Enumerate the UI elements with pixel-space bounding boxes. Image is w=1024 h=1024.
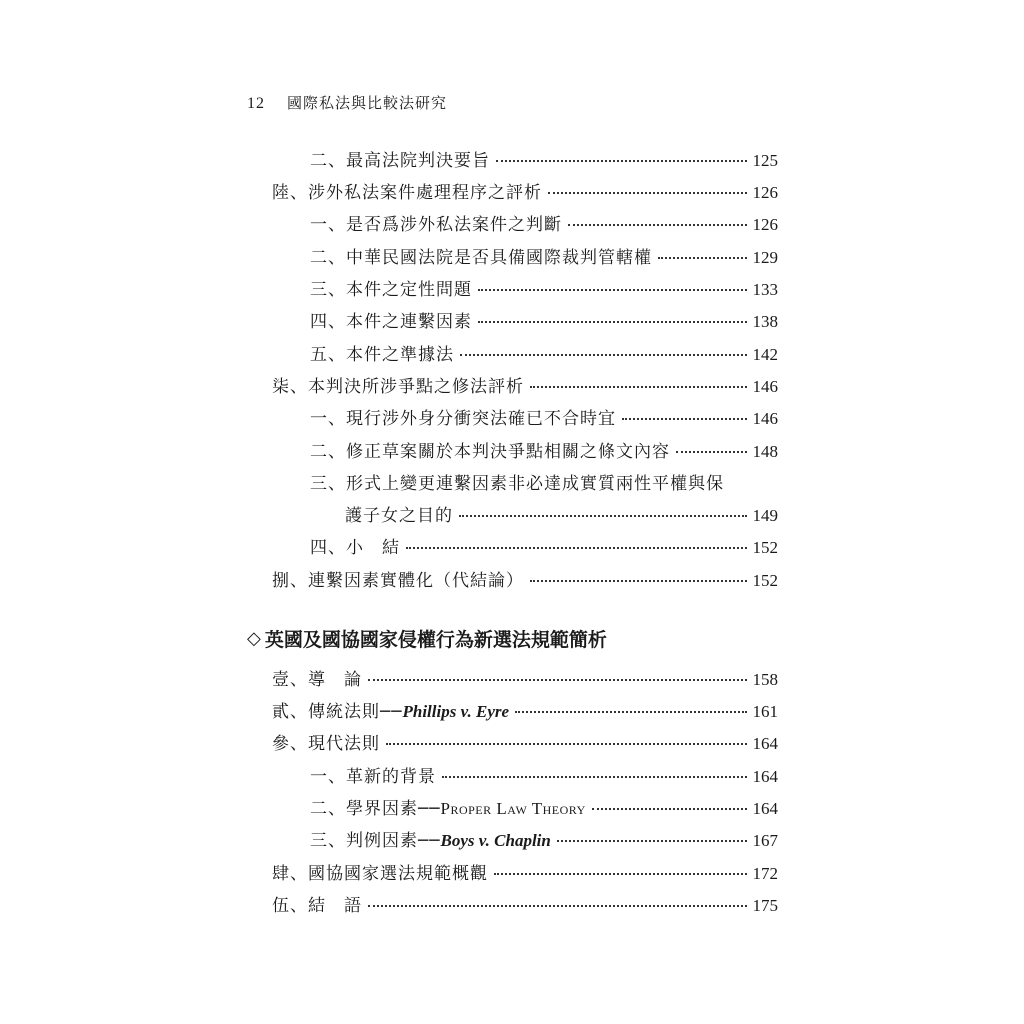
toc-entry-page: 161 xyxy=(752,702,778,721)
dot-leader xyxy=(406,547,747,549)
toc-entry-label: 三、本件之定性問題 xyxy=(310,280,472,300)
dot-leader xyxy=(676,451,747,453)
toc-entry-label: 二、學界因素── xyxy=(310,799,441,819)
toc-entry-page: 125 xyxy=(752,151,778,170)
toc-entry xyxy=(272,859,778,891)
toc-entry-page: 133 xyxy=(752,280,778,299)
dot-leader xyxy=(568,224,747,226)
toc-entry-label: 二、修正草案關於本判決爭點相關之條文內容 xyxy=(310,442,670,462)
toc-entry-label: 陸、涉外私法案件處理程序之評析 xyxy=(272,183,542,203)
toc-entry-page: 167 xyxy=(752,831,778,850)
toc-entry-label: 一、現行涉外身分衝突法確已不合時宜 xyxy=(310,409,616,429)
toc-entry-page: 146 xyxy=(752,377,778,396)
toc-entry-wrapped-end xyxy=(345,501,778,533)
dot-leader xyxy=(368,905,747,907)
toc-entry-label: 肆、國協國家選法規範概觀 xyxy=(272,864,488,884)
dot-leader xyxy=(459,515,747,517)
toc-entry xyxy=(310,307,778,339)
toc-entry xyxy=(310,146,778,178)
toc-entry-page: 152 xyxy=(752,538,778,557)
toc-entry xyxy=(310,243,778,275)
toc-entry xyxy=(310,404,778,436)
header-page-number: 12 xyxy=(247,95,265,112)
diamond-arrow-icon: ◇ xyxy=(247,628,261,649)
dot-leader xyxy=(557,840,747,842)
dot-leader xyxy=(592,808,747,810)
toc-entry-page: 142 xyxy=(752,345,778,364)
toc-entry xyxy=(310,275,778,307)
toc-entry-label: 三、判例因素── xyxy=(310,831,441,851)
toc-entry xyxy=(310,340,778,372)
toc-entry-page: 152 xyxy=(752,571,778,590)
toc-entry-label: 伍、結 語 xyxy=(272,896,362,916)
toc-entry xyxy=(310,826,778,858)
toc-entry-page: 158 xyxy=(752,670,778,689)
toc-entry-label: 二、中華民國法院是否具備國際裁判管轄權 xyxy=(310,248,652,268)
toc-entry-label: 貳、傳統法則── xyxy=(272,702,403,722)
dot-leader xyxy=(386,743,747,745)
toc-entry xyxy=(272,729,778,761)
dot-leader xyxy=(478,289,747,291)
toc-entry-label: 捌、連繫因素實體化（代結論） xyxy=(272,571,524,591)
dot-leader xyxy=(478,321,747,323)
toc-entry-page: 164 xyxy=(752,767,778,786)
running-header xyxy=(247,92,447,113)
toc-entry xyxy=(310,794,778,826)
toc-entry-label: 參、現代法則 xyxy=(272,734,380,754)
toc-entry-label: 五、本件之準據法 xyxy=(310,345,454,365)
toc-entry-label: 四、小 結 xyxy=(310,538,400,558)
toc-entry xyxy=(310,210,778,242)
toc-entry-page: 126 xyxy=(752,183,778,202)
dot-leader xyxy=(515,711,746,713)
toc-entry xyxy=(310,533,778,565)
toc-entry-page: 148 xyxy=(752,442,778,461)
toc-entry xyxy=(272,372,778,404)
toc-entry-label: 一、革新的背景 xyxy=(310,767,436,787)
dot-leader xyxy=(530,386,747,388)
dot-leader xyxy=(658,257,747,259)
toc-entry xyxy=(272,665,778,697)
dot-leader xyxy=(530,580,747,582)
toc-entry-case-name: Boys v. Chaplin xyxy=(440,831,551,850)
dot-leader xyxy=(622,418,747,420)
toc-entry-label: 護子女之目的 xyxy=(345,506,453,526)
toc-entry-label: 三、形式上變更連繫因素非必達成實質兩性平權與保 xyxy=(310,474,724,494)
toc-entry-case-name: Phillips v. Eyre xyxy=(402,702,510,721)
dot-leader xyxy=(368,679,747,681)
toc-entry-label: 柒、本判決所涉爭點之修法評析 xyxy=(272,377,524,397)
section-heading-text: 英國及國協國家侵權行為新選法規範簡析 xyxy=(264,629,607,651)
toc-entry-page: 175 xyxy=(752,896,778,915)
section-heading xyxy=(247,625,607,652)
toc-entry-page: 138 xyxy=(752,312,778,331)
toc-entry xyxy=(272,697,778,729)
toc-entry-page: 149 xyxy=(752,506,778,525)
dot-leader xyxy=(442,776,747,778)
toc-entry-page: 164 xyxy=(752,734,778,753)
toc-entry-label: 四、本件之連繫因素 xyxy=(310,312,472,332)
toc-entry xyxy=(310,762,778,794)
dot-leader xyxy=(460,354,747,356)
toc-entry xyxy=(272,178,778,210)
toc-entry-label: 壹、導 論 xyxy=(272,670,362,690)
toc-entry-page: 146 xyxy=(752,409,778,428)
toc-entry xyxy=(272,891,778,923)
toc-entry-page: 129 xyxy=(752,248,778,267)
toc-entry-theory-name: Proper Law Theory xyxy=(440,799,586,818)
dot-leader xyxy=(496,160,747,162)
dot-leader xyxy=(548,192,747,194)
dot-leader xyxy=(494,873,747,875)
toc-entry-page: 126 xyxy=(752,215,778,234)
toc-entry xyxy=(272,566,778,598)
toc-entry-page: 172 xyxy=(752,864,778,883)
toc-entry xyxy=(310,437,778,469)
toc-entry-label: 二、最高法院判決要旨 xyxy=(310,151,490,171)
header-book-title: 國際私法與比較法研究 xyxy=(287,94,448,112)
toc-entry-wrapped-start xyxy=(310,469,778,501)
toc-entry-label: 一、是否爲涉外私法案件之判斷 xyxy=(310,215,562,235)
toc-entry-page: 164 xyxy=(752,799,778,818)
